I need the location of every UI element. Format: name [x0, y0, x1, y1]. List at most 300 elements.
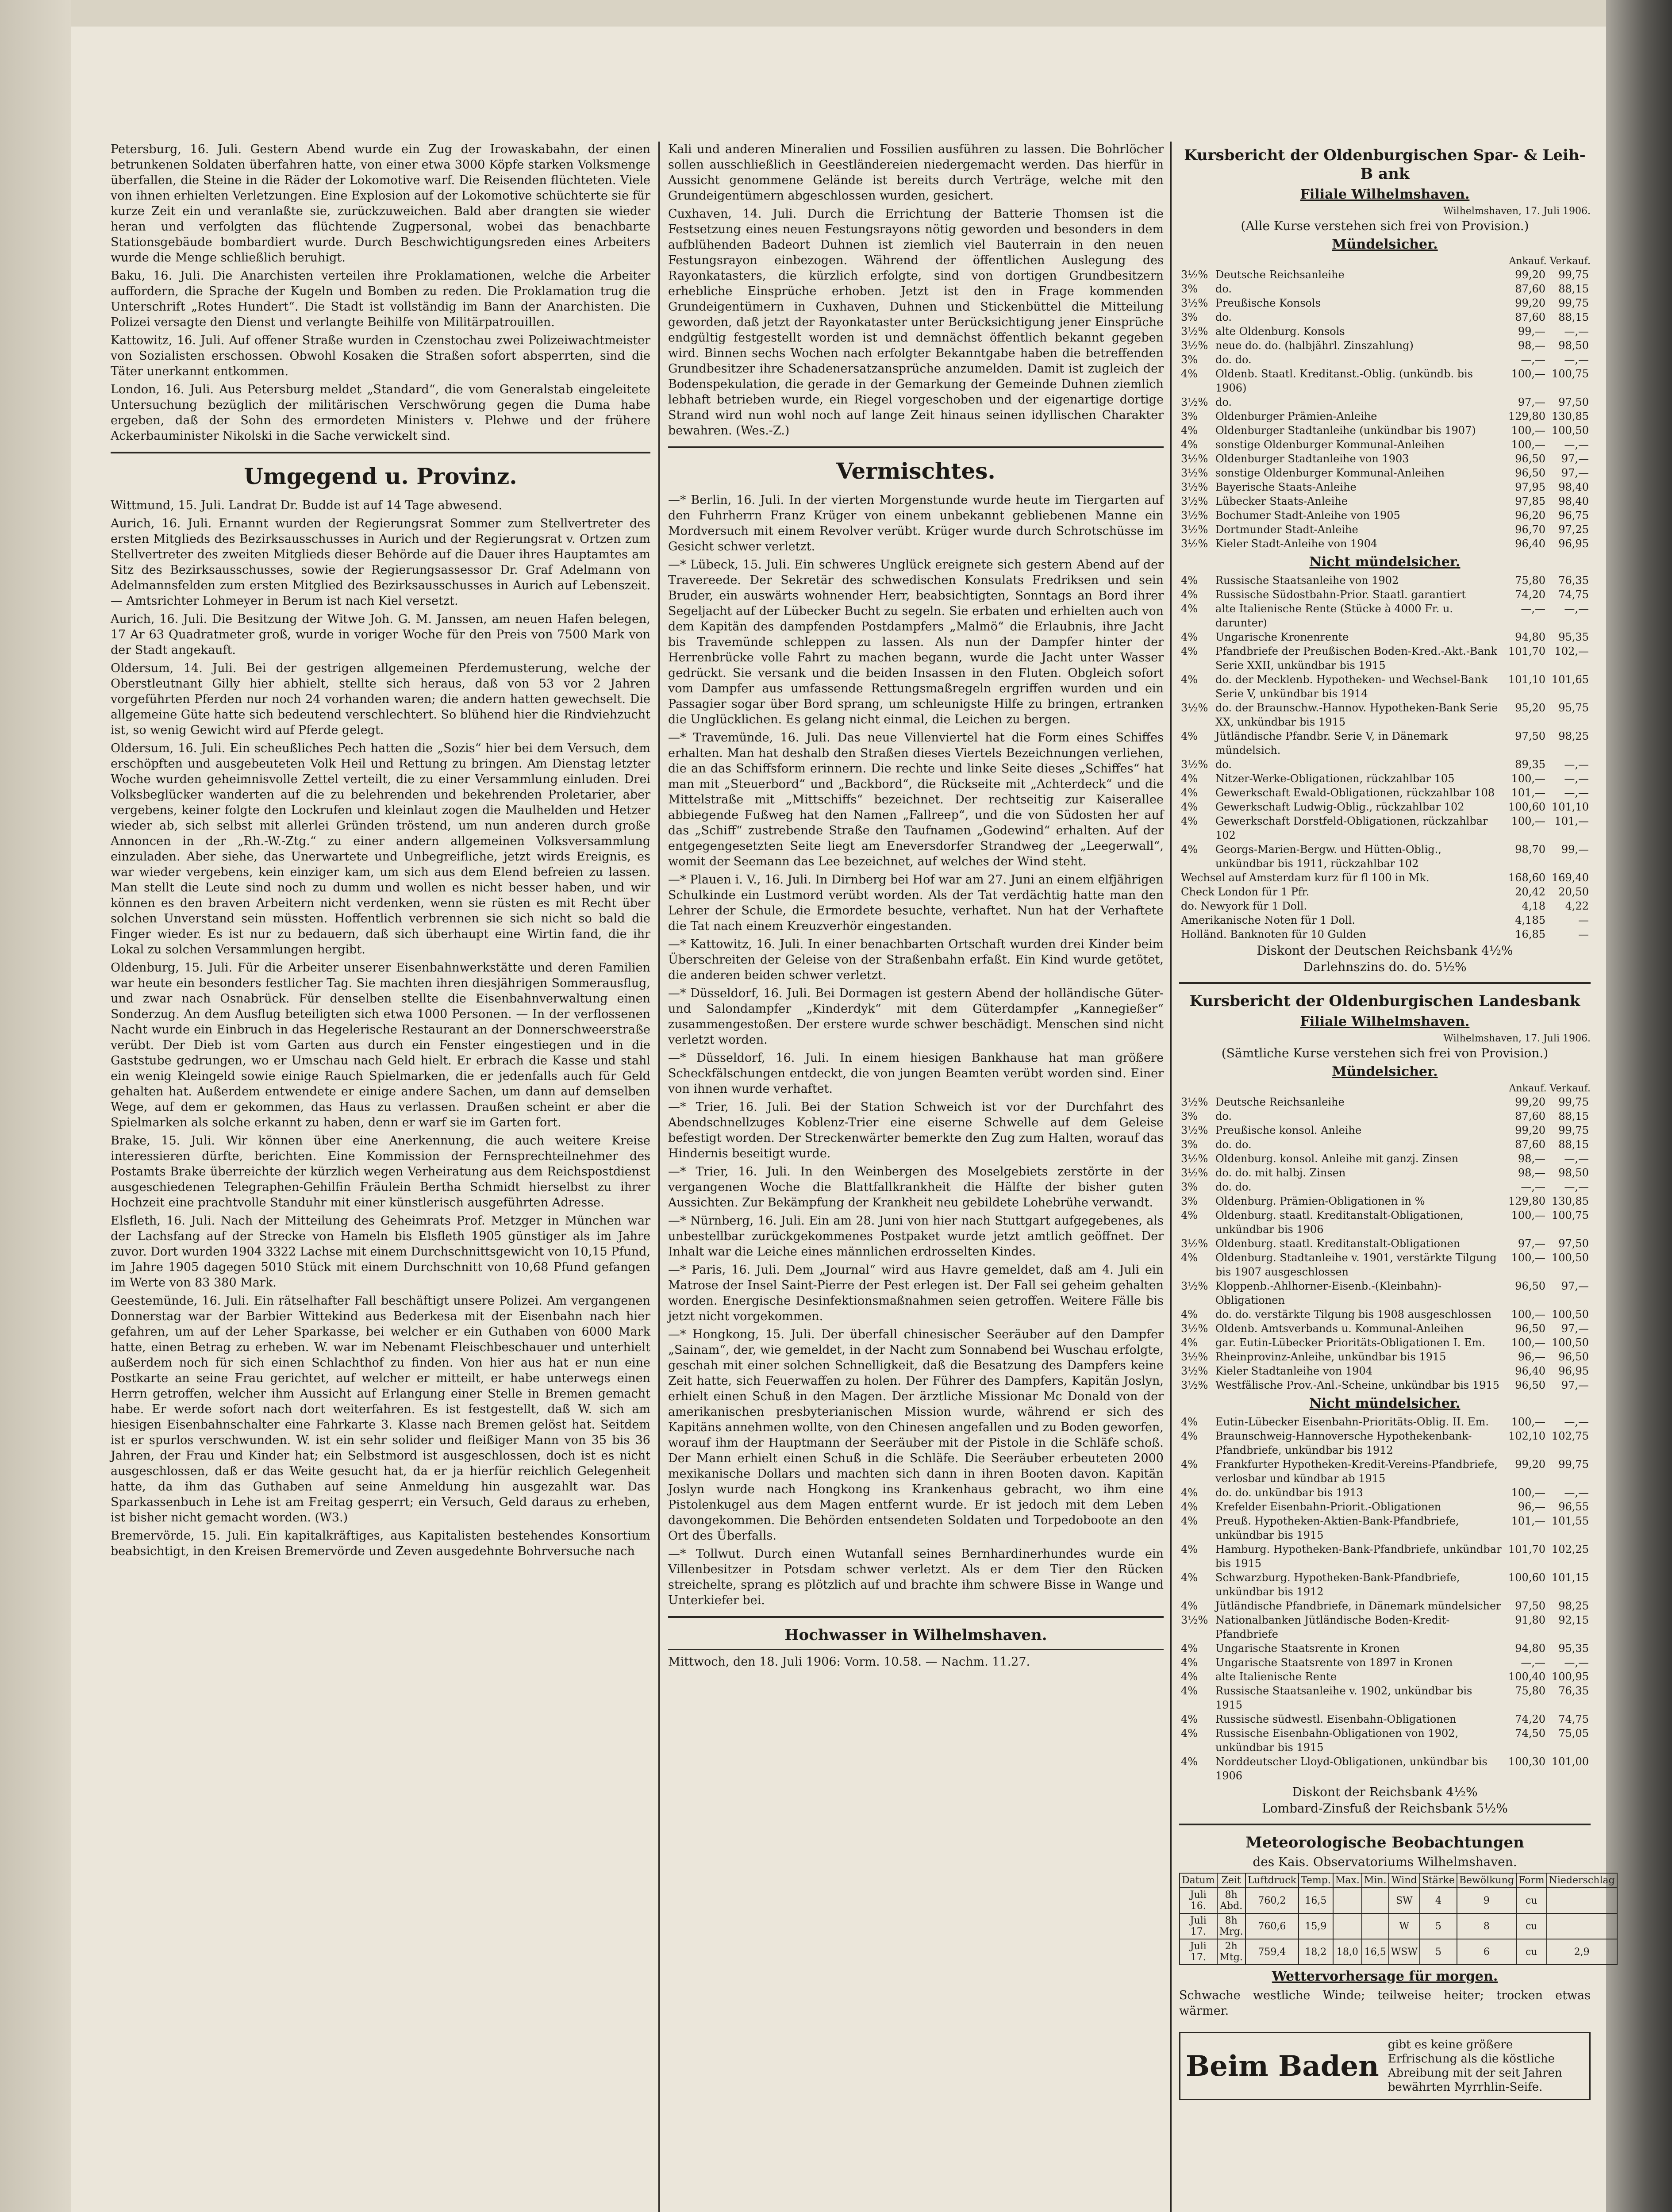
rate-name: alte Oldenburg. Konsols: [1215, 325, 1345, 338]
rate-name: Oldenburger Stadtanleihe von 1903: [1215, 453, 1409, 465]
meteo-header-cell: Niederschlag: [1547, 1873, 1617, 1888]
rate-buy: 101,—: [1511, 1515, 1545, 1527]
rate-row: [1179, 367, 1591, 395]
rate-buy: 97,95: [1515, 481, 1545, 493]
rate-row: [1179, 814, 1591, 842]
meteo-header-cell: Temp.: [1299, 1873, 1333, 1888]
rate-name: Oldenburg. staatl. Kreditanstalt-Obligationen, unkündbar bis 1906: [1215, 1209, 1464, 1236]
rate-sell: 100,75: [1552, 368, 1589, 380]
article-duesseldorf-2: —* Düsseldorf, 16. Juli. In einem hiesigen Bankhause hat man größere Scheckfälschungen entdeckt, die von jungen Beamten verübt worden sind. Einer von ihnen wurde verhaftet.: [668, 1051, 1164, 1096]
rate-buy: 98,—: [1518, 1167, 1545, 1179]
rate-buy: 100,—: [1511, 1209, 1545, 1221]
rate-sell: 75,05: [1558, 1727, 1589, 1740]
rate-buy: 101,70: [1508, 1543, 1545, 1555]
rate-sell: 130,85: [1552, 410, 1589, 422]
article-travemuende: —* Travemünde, 16. Juli. Das neue Villenviertel hat die Form eines Schiffes erhalten. Man hat deshalb den Straßen dieses Viertels Bezeichnungen verliehen, die an das Schiffsform erinnern. Die rechte und linke Seite dieses „Schiffes“ hat man mit „Steuerbord“ und „Backbord“, die Rückseite mit „Achterdeck“ und die Mittelstraße mit „Mittschiffs“ bezeichnet. Der rechtseitig zur Kaiserallee abbiegende Fußweg hat den Namen „Fallreep“, und die von Südosten her auf das „Schiff“ zustrebende Straße den Taufnamen „Godewind“ erhalten. Auf der entgegengesetzten Seite liegt am Eneversdorfer Strandweg der „Leegerwall“, womit der Seemann das Lee bezeichnet, auf welches der Wind steht.: [668, 731, 1164, 868]
rate-name: Braunschweig-Hannoversche Hypothekenbank-Pfandbriefe, unkündbar bis 1912: [1215, 1430, 1472, 1456]
rate-percent: 4%: [1181, 438, 1198, 451]
section-rule: [668, 1616, 1164, 1618]
meteo-cell: 760,2: [1245, 1888, 1299, 1913]
rate-percent: 3½%: [1181, 538, 1208, 550]
rate-name: do. der Braunschw.-Hannov. Hypotheken-Bank Serie XX, unkündbar bis 1915: [1215, 702, 1498, 728]
rate-percent: 4%: [1181, 1501, 1198, 1513]
meteo-cell: 2h Mtg.: [1217, 1939, 1245, 1965]
rate-name: do.: [1215, 1110, 1232, 1122]
rate-name: Gewerkschaft Dorstfeld-Obligationen, rückzahlbar 102: [1215, 815, 1488, 841]
rate-buy: 100,—: [1511, 772, 1545, 785]
meteo-cell: [1362, 1913, 1389, 1939]
meteo-cell: WSW: [1389, 1939, 1420, 1965]
kursbericht-1-branch: Filiale Wilhelmshaven.: [1300, 187, 1470, 202]
section-rule: [1179, 1824, 1591, 1825]
rate-row: [1179, 353, 1591, 367]
rate-sell: 95,35: [1558, 631, 1589, 643]
rate-row: [1179, 1350, 1591, 1364]
article-brake: Brake, 15. Juli. Wir können über eine Anerkennung, die auch weitere Kreise interessieren dürfte, berichten. Eine Kommission der Fernsprechteilnehmer des Postamts Brake überreichte der kürzlich wegen Verheiratung aus dem Reichspostdienst ausgeschiedenen Telegraphen-Gehilfin Fräulein Bertha Schmidt hierselbst zu ihrer Hochzeit eine prachtvolle Standuhr mit einer künstlerisch ausgeführten Adresse.: [111, 1134, 650, 1210]
hochwasser-times: Mittwoch, den 18. Juli 1906: Vorm. 10.58. — Nachm. 11.27.: [668, 1655, 1030, 1669]
article-duesseldorf-1: —* Düsseldorf, 16. Juli. Bei Dormagen ist gestern Abend der holländische Güter- und Salondampfer „Kinderdyk“ mit dem Güterdampfer „Kannegießer“ zusammengestoßen. Der erstere wurde schwer beschädigt. Menschen sind nicht verletzt worden.: [668, 987, 1164, 1047]
rate-percent: 4%: [1181, 673, 1198, 686]
rate-name: Lübecker Staats-Anleihe: [1215, 495, 1348, 507]
rate-percent: 3%: [1181, 311, 1198, 323]
rate-percent: 4%: [1181, 1685, 1198, 1697]
meteo-header-cell: Form: [1516, 1873, 1547, 1888]
rate-percent: 4%: [1181, 1571, 1198, 1584]
article-oldenburg: Oldenburg, 15. Juli. Für die Arbeiter unserer Eisenbahnwerkstätte und deren Familien war heute ein besonders festlicher Tag. Sie machten ihren diesjährigen Sommerausflug, und zwar nach Osnabrück. Für denselben stellte die Eisenbahnverwaltung einen Sonderzug. An dem Ausflug beteiligten sich etwa 1000 Personen. — In der verflossenen Nacht wurde ein Einbruch in das Hegelerische Restaurant an der Donnerschweerstraße verübt. Der Dieb ist vom Garten aus durch ein Fenster eingestiegen und in die Gaststube gedrungen, wo er Umschau nach Geld hielt. Er erbrach die Kasse und stahl ein wenig Kleingeld sowie einige Rauch Spielmarken, die er jedenfalls auch für Geld gehalten hat. Außerdem entwendete er einige andere Sachen, um dann auf demselben Wege, auf dem er gekommen, das Haus zu verlassen. Draußen scheint er aber die Spielmarken als solche erkannt zu haben, denn er warf sie im Garten fort.: [111, 961, 650, 1129]
rate-name: Jütländische Pfandbr. Serie V, in Dänemark mündelsich.: [1215, 730, 1448, 757]
rates-table-2: [1179, 1095, 1591, 1392]
rate-sell: 74,75: [1558, 1713, 1589, 1725]
rate-percent: 4%: [1181, 631, 1198, 643]
rate-sell: —,—: [1564, 1416, 1589, 1428]
rate-buy: 96,50: [1515, 1379, 1545, 1391]
rate-sell: —: [1578, 914, 1589, 926]
rate-percent: 3½%: [1181, 1237, 1208, 1250]
rate-sell: 99,75: [1558, 297, 1589, 309]
rate-row: [1179, 1712, 1591, 1726]
rate-row: [1179, 310, 1591, 324]
rate-buy: 101,—: [1511, 787, 1545, 799]
rate-sell: 98,50: [1558, 339, 1589, 352]
rate-sell: 97,25: [1558, 523, 1589, 536]
rate-row: [1179, 1137, 1591, 1152]
rate-percent: 3%: [1181, 1181, 1198, 1193]
rate-sell: 95,75: [1558, 702, 1589, 714]
meteo-cell: 4: [1420, 1888, 1457, 1913]
rate-buy: 100,—: [1511, 438, 1545, 451]
rate-name: Norddeutscher Lloyd-Obligationen, unkündbar bis 1906: [1215, 1755, 1488, 1782]
rate-row: [1179, 1500, 1591, 1514]
rate-percent: 3½%: [1181, 1379, 1208, 1391]
rate-row: [1179, 1307, 1591, 1321]
rate-row: [1179, 409, 1591, 423]
rate-buy: 91,80: [1515, 1614, 1545, 1626]
article-baku: Baku, 16. Juli. Die Anarchisten verteilen ihre Proklamationen, welche die Arbeiter auffordern, die Sprache der Kugeln und Bomben zu reden. Die Proklamation trug die Unterschrift „Rotes Hundert“. Die Stadt ist vollständig im Bann der Anarchisten. Die Polizei versagte den Dienst und verlangte Beihilfe von Militärpatrouillen.: [111, 269, 650, 329]
rate-name: Nationalbanken Jütländische Boden-Kredit-Pfandbriefe: [1215, 1614, 1450, 1640]
rate-row: [1179, 842, 1591, 871]
rate-sell: —,—: [1564, 438, 1589, 451]
rate-name: Deutsche Reichsanleihe: [1215, 1096, 1345, 1108]
rate-name: Russische Staatsanleihe v. 1902, unkündbar bis 1915: [1215, 1685, 1472, 1711]
rate-row: [1179, 1152, 1591, 1166]
meteo-cell: [1362, 1888, 1389, 1913]
rate-name: sonstige Oldenburger Kommunal-Anleihen: [1215, 438, 1445, 451]
rate-name: Oldenburg. staatl. Kreditanstalt-Obligationen: [1215, 1237, 1461, 1250]
rate-name: Westfälische Prov.-Anl.-Scheine, unkündbar bis 1915: [1215, 1379, 1499, 1391]
rate-row: [1179, 296, 1591, 310]
rate-buy: 74,20: [1515, 1713, 1545, 1725]
section-title-hochwasser: Hochwasser in Wilhelmshaven.: [784, 1626, 1047, 1644]
rate-percent: 3½%: [1181, 1096, 1208, 1108]
lombard-line: Lombard-Zinsfuß der Reichsbank 5½%: [1262, 1801, 1508, 1816]
rate-row: [1179, 899, 1591, 913]
rate-percent: 3½%: [1181, 509, 1208, 522]
meteo-cell: 16,5: [1362, 1939, 1389, 1965]
rate-sell: —: [1578, 928, 1589, 941]
rate-percent: 3%: [1181, 1195, 1198, 1207]
rate-sell: 102,25: [1552, 1543, 1589, 1555]
rates-table-1: [1179, 268, 1591, 551]
meteo-cell: 16,5: [1299, 1888, 1333, 1913]
rate-buy: —,—: [1521, 1656, 1545, 1669]
article-petersburg: Petersburg, 16. Juli. Gestern Abend wurde ein Zug der Irowaskabahn, der einen betrunkenen Soldaten überfahren hatte, von einer etwa 3000 Köpfe starken Volksmenge überfallen, die Steine in die Räder der Lokomotive warf. Die Reisenden flüchteten. Viele von ihnen erhielten Verletzungen. Eine Explosion auf der Lokomotive schüchterte sie für kurze Zeit ein und veranlaßte sie, zurückzuweichen. Bald aber drangten sie wieder heran und verfolgten das flüchtende Zugpersonal, wobei das benachbarte Stationsgebäude bombardiert wurde. Durch Beschwichtigungsreden eines Arbeiters wurde die Menge schließlich beruhigt.: [111, 142, 650, 265]
rate-buy: 100,—: [1511, 1336, 1545, 1349]
rate-row: [1179, 452, 1591, 466]
rate-sell: 101,10: [1552, 801, 1589, 813]
rate-row: [1179, 1180, 1591, 1194]
rate-row: [1179, 268, 1591, 282]
rate-sell: 98,50: [1558, 1167, 1589, 1179]
rate-buy: 98,—: [1518, 339, 1545, 352]
rate-row: [1179, 1457, 1591, 1486]
meteo-subtitle: des Kais. Observatoriums Wilhelmshaven.: [1253, 1855, 1517, 1869]
meteo-cell: 5: [1420, 1913, 1457, 1939]
rate-sell: 88,15: [1558, 311, 1589, 323]
rate-buy: 97,50: [1515, 1600, 1545, 1612]
rate-percent: 3%: [1181, 1138, 1198, 1151]
rate-row: [1179, 786, 1591, 800]
rate-sell: 102,—: [1554, 645, 1589, 657]
rate-name: Kieler Stadtanleihe von 1904: [1215, 1365, 1372, 1377]
rate-row: [1179, 885, 1591, 899]
rate-row: [1179, 573, 1591, 588]
rate-percent: 3½%: [1181, 453, 1208, 465]
rate-name: Wechsel auf Amsterdam kurz für fl 100 in Mk.: [1181, 872, 1430, 884]
meteo-cell: 5: [1420, 1939, 1457, 1965]
rate-name: Kieler Stadt-Anleihe von 1904: [1215, 538, 1378, 550]
rate-name: Deutsche Reichsanleihe: [1215, 269, 1345, 281]
meteo-header-cell: Luftdruck: [1245, 1873, 1299, 1888]
rate-row: [1179, 729, 1591, 757]
rate-name: Gewerkschaft Ewald-Obligationen, rückzahlbar 108: [1215, 787, 1495, 799]
rate-sell: 97,—: [1561, 467, 1589, 479]
rate-sell: —,—: [1564, 1181, 1589, 1193]
rate-percent: 3%: [1181, 1110, 1198, 1122]
meteo-cell: 18,2: [1299, 1939, 1333, 1965]
section-title-umgegend: Umgegend u. Provinz.: [244, 463, 517, 489]
rate-name: Georgs-Marien-Bergw. und Hütten-Oblig., unkündbar bis 1911, rückzahlbar 102: [1215, 843, 1441, 870]
meteo-cell: [1547, 1913, 1617, 1939]
section-rule: [668, 446, 1164, 448]
rate-buy: 99,20: [1515, 297, 1545, 309]
meteo-cell: 8h Mrg.: [1217, 1913, 1245, 1939]
rate-sell: 98,25: [1558, 1600, 1589, 1612]
rate-percent: 3½%: [1181, 523, 1208, 536]
rate-row: [1179, 324, 1591, 338]
rate-name: Russische südwestl. Eisenbahn-Obligationen: [1215, 1713, 1457, 1725]
rate-row: [1179, 1194, 1591, 1208]
rate-name: Oldenb. Staatl. Kreditanst.-Oblig. (unkündb. bis 1906): [1215, 368, 1473, 394]
rate-row: [1179, 871, 1591, 885]
rate-row: [1179, 1237, 1591, 1251]
meteo-header-cell: Max.: [1333, 1873, 1362, 1888]
rate-sell: 88,15: [1558, 1110, 1589, 1122]
rate-percent: 3½%: [1181, 1124, 1208, 1137]
rate-row: [1179, 438, 1591, 452]
column-divider-1: [658, 142, 660, 2212]
rate-sell: 98,40: [1558, 495, 1589, 507]
rate-sell: 99,—: [1561, 843, 1589, 856]
kursbericht-1-note: (Alle Kurse verstehen sich frei von Provision.): [1241, 219, 1529, 233]
rate-name: Ungarische Kronenrente: [1215, 631, 1349, 643]
rate-buy: 100,—: [1511, 1416, 1545, 1428]
article-tollwut: —* Tollwut. Durch einen Wutanfall seines Bernhardinerhundes wurde ein Villenbesitzer in Potsdam schwer verletzt. Als er dem Tier den Rücken streichelte, sprang es plötzlich auf und brachte ihm schwere Bisse in Wange und Unterkiefer bei.: [668, 1547, 1164, 1607]
rate-percent: 4%: [1181, 1515, 1198, 1527]
rate-row: [1179, 1655, 1591, 1670]
rate-name: Dortmunder Stadt-Anleihe: [1215, 523, 1358, 536]
rate-sell: 76,35: [1558, 574, 1589, 587]
rate-sell: 4,22: [1565, 900, 1589, 912]
rate-buy: 87,60: [1515, 1110, 1545, 1122]
rate-name: Oldenburger Stadtanleihe (unkündbar bis 1907): [1215, 424, 1476, 437]
meteo-header-cell: Zeit: [1217, 1873, 1245, 1888]
article-hongkong: —* Hongkong, 15. Juli. Der überfall chinesischer Seeräuber auf den Dampfer „Sainam“, der, wie gemeldet, in der Nacht zum Sonnabend bei Wuschau erfolgte, geschah mit einer solchen Schnelligkeit, daß die Besatzung des Dampfers keine Zeit hatte, sich Feuerwaffen zu holen. Der Führer des Dampfers, Kapitän Joslyn, erhielt einen Schuß in den Magen. Der ärztliche Missionar Mc Donald von der amerikanischen presbyterianischen Mission wurde, während er sich des Kapitäns annehmen wollte, von den Chinesen angefallen und zu Boden geworfen, worauf ihm der Hauptmann der Seeräuber mit der Pistole in die Schläfe schoß. Der Mann erhielt einen Schuß in die Schläfe. Die Seeräuber erbeuteten 2000 mexikanische Dollars und machten sich dann in ihren Booten davon. Kapitän Joslyn wurde nach Hongkong ins Krankenhaus gebracht, wo ihm eine Pistolenkugel aus dem Magen entfernt wurde. Er ist jedoch mit dem Leben davongekommen. Die Behörden entsendeten Soldaten und Torpedoboote an den Ort des Überfalls.: [668, 1328, 1164, 1543]
rate-row: [1179, 602, 1591, 630]
rate-sell: —,—: [1564, 758, 1589, 771]
section-rule: [1179, 982, 1591, 984]
section-title-vermischtes: Vermischtes.: [836, 458, 996, 484]
rate-buy: —,—: [1521, 353, 1545, 366]
article-luebeck: —* Lübeck, 15. Juli. Ein schweres Unglück ereignete sich gestern Abend auf der Travereede. Der Sekretär des schwedischen Konsulats Fredriksen und sein Bruder, ein auswärts wohnender Herr, beabsichtigten, Sonntags an Bord ihrer Segeljacht auf der Lübecker Bucht zu segeln. Sie erbaten und erhielten auch von dem Kapitän des dampfenden Postdampfers „Malmö“ die Erlaubnis, ihre Jacht bis Travemünde schleppen zu lassen. Als nun der Dampfer hinter der Herrenbrücke volle Fahrt zu machen begann, wurde die Jacht unter Wasser gedrückt. Sie versank und die beiden Insassen in den Fluten. Obgleich sofort vom Dampfer aus umfassende Rettungsmaßregeln ergriffen wurden und ein Passagier sogar über Bord sprang, um schleunigste Hilfe zu bringen, ertranken die Unglücklichen. Es gelang nicht einmal, die Leichen zu bergen.: [668, 558, 1164, 726]
rate-sell: 101,00: [1552, 1755, 1589, 1768]
rate-buy: 96,40: [1515, 1365, 1545, 1377]
rate-buy: 74,50: [1515, 1727, 1545, 1740]
article-cuxhaven: Cuxhaven, 14. Juli. Durch die Errichtung der Batterie Thomsen ist die Festsetzung eines neuen Festungsrayons nötig geworden und besonders in dem aufblühenden Badeort Duhnen ist ziemlich viel Bauterrain in den neuen Festungsrayon einbezogen. Während der öffentlichen Auslegung des Rayonkatasters, die kürzlich erfolgte, sind von dortigen Grundbesitzern erhebliche Einsprüche erhoben. Jetzt ist den in Frage kommenden Grundeigentümern in Cuxhaven, Duhnen und Stickenbüttel die Mitteilung geworden, daß jetzt der Rayonkataster unter Berücksichtigung jener Einsprüche endgültig festgestellt worden ist und demnächst öffentlich bekannt gegeben wird. Binnen sechs Wochen nach erfolgter Bekanntgabe haben die betreffenden Grundbesitzer ihre Schadenersatzansprüche anzumelden. Damit ist zugleich der Bodenspekulation, die gerade in der Gemarkung der Gemeinde Duhnen ziemlich lebhaft betrieben wurde, ein Riegel vorgeschoben und der eigenartige dortige Strand wird nun wohl noch auf lange Zeit hinaus seinen idyllischen Charakter bewahren. (Wes.-Z.): [668, 207, 1164, 438]
rate-row: [1179, 508, 1591, 522]
rate-sell: 88,15: [1558, 1138, 1589, 1151]
rate-row: [1179, 1542, 1591, 1571]
rate-buy: 100,—: [1511, 1486, 1545, 1499]
rate-sell: 95,35: [1558, 1642, 1589, 1655]
rate-buy: 97,85: [1515, 495, 1545, 507]
meteo-cell: [1333, 1913, 1362, 1939]
rate-buy: 97,—: [1518, 1237, 1545, 1250]
rate-row: [1179, 1279, 1591, 1307]
rate-buy: 96,50: [1515, 453, 1545, 465]
rate-percent: 4%: [1181, 801, 1198, 813]
rate-percent: 4%: [1181, 1713, 1198, 1725]
article-trier-2: —* Trier, 16. Juli. In den Weinbergen des Moselgebiets zerstörte in der vergangenen Woche die Blattfallkrankheit die Hälfte der bisher guten Aussichten. Zur Bekämpfung der Krankheit neu gebildete Lohebrühe verwandt.: [668, 1165, 1164, 1210]
soap-advertisement: [1179, 2032, 1591, 2100]
meteo-title: Meteorologische Beobachtungen: [1245, 1834, 1524, 1851]
rate-row: [1179, 1109, 1591, 1123]
rate-name: Oldenburg. Stadtanleihe v. 1901, verstärkte Tilgung bis 1907 ausgeschlossen: [1215, 1252, 1497, 1278]
rate-sell: —,—: [1564, 772, 1589, 785]
article-kattowitz: Kattowitz, 16. Juli. Auf offener Straße wurden in Czenstochau zwei Polizeiwachtmeister von Sozialisten erschossen. Obwohl Kosaken die Straßen sofort absperrten, sind die Täter unerkannt entkommen.: [111, 334, 650, 378]
rate-row: [1179, 913, 1591, 927]
rate-sell: 97,50: [1558, 1237, 1589, 1250]
rate-percent: 3½%: [1181, 1152, 1208, 1165]
rate-row: [1179, 466, 1591, 480]
meteo-cell: 8: [1457, 1913, 1516, 1939]
meteo-cell: 6: [1457, 1939, 1516, 1965]
rate-buy: 4,18: [1522, 900, 1545, 912]
rate-name: Frankfurter Hypotheken-Kredit-Vereins-Pfandbriefe, verlosbar und kündbar ab 1915: [1215, 1458, 1498, 1485]
rate-row: [1179, 588, 1591, 602]
rate-row: [1179, 1599, 1591, 1613]
rate-sell: 100,50: [1552, 424, 1589, 437]
rate-name: Gewerkschaft Ludwig-Oblig., rückzahlbar 102: [1215, 801, 1464, 813]
rate-sell: 96,95: [1558, 1365, 1589, 1377]
rate-sell: —,—: [1564, 353, 1589, 366]
rate-sell: 97,—: [1561, 1379, 1589, 1391]
rate-row: [1179, 927, 1591, 941]
rate-percent: 4%: [1181, 603, 1198, 615]
rate-row: [1179, 672, 1591, 701]
rate-sell: 100,50: [1552, 1308, 1589, 1321]
rate-sell: —,—: [1564, 1656, 1589, 1669]
rate-row: [1179, 1364, 1591, 1378]
rate-percent: 3½%: [1181, 758, 1208, 771]
rate-sell: 96,55: [1558, 1501, 1589, 1513]
rate-row: [1179, 1755, 1591, 1783]
rate-buy: 99,20: [1515, 269, 1545, 281]
diskont-line-2: Diskont der Reichsbank 4½%: [1292, 1785, 1478, 1799]
meteo-cell: 9: [1457, 1888, 1516, 1913]
rate-percent: 4%: [1181, 1336, 1198, 1349]
rate-sell: 99,75: [1558, 1124, 1589, 1137]
meteo-table: [1179, 1873, 1618, 1965]
rate-name: Ungarische Staatsrente in Kronen: [1215, 1642, 1400, 1655]
rate-buy: 95,20: [1515, 702, 1545, 714]
rate-percent: 4%: [1181, 1308, 1198, 1321]
rate-buy: 100,30: [1508, 1755, 1545, 1768]
rate-name: Kloppenb.-Ahlhorner-Eisenb.-(Kleinbahn)-Obligationen: [1215, 1280, 1442, 1306]
rate-name: Oldenburg. Prämien-Obligationen in %: [1215, 1195, 1425, 1207]
rate-buy: 96,50: [1515, 1280, 1545, 1292]
rate-buy: 87,60: [1515, 311, 1545, 323]
meteo-row: [1180, 1939, 1617, 1965]
rate-row: [1179, 1486, 1591, 1500]
rate-buy: 101,10: [1508, 673, 1545, 686]
rate-name: Bochumer Stadt-Anleihe von 1905: [1215, 509, 1400, 522]
rate-sell: 100,50: [1552, 1336, 1589, 1349]
nicht-muendelsicher-heading-2: Nicht mündelsicher.: [1309, 1396, 1461, 1411]
rate-row: [1179, 1514, 1591, 1542]
thin-rule: [668, 1649, 1164, 1650]
rate-sell: 97,—: [1561, 1280, 1589, 1292]
rate-name: do. do.: [1215, 1138, 1252, 1151]
rate-percent: 3½%: [1181, 1614, 1208, 1626]
meteo-cell: 15,9: [1299, 1913, 1333, 1939]
rate-percent: 3½%: [1181, 1167, 1208, 1179]
rate-buy: 96,50: [1515, 1322, 1545, 1335]
rate-percent: 4%: [1181, 1209, 1198, 1221]
rate-name: Hamburg. Hypotheken-Bank-Pfandbriefe, unkündbar bis 1915: [1215, 1543, 1502, 1570]
meteo-cell: 8h Abd.: [1217, 1888, 1245, 1913]
rate-buy: 101,70: [1508, 645, 1545, 657]
rate-sell: 76,35: [1558, 1685, 1589, 1697]
rate-name: Schwarzburg. Hypotheken-Bank-Pfandbriefe, unkündbar bis 1912: [1215, 1571, 1460, 1598]
article-kattowitz-2: —* Kattowitz, 16. Juli. In einer benachbarten Ortschaft wurden drei Kinder beim Überschreiten der Geleise von der Straßenbahn erfaßt. Ein Kind wurde getötet, die anderen beiden schwer verletzt.: [668, 937, 1164, 982]
rate-percent: 4%: [1181, 1458, 1198, 1471]
rate-percent: 3½%: [1181, 467, 1208, 479]
rate-buy: 96,40: [1515, 538, 1545, 550]
rate-percent: 3½%: [1181, 702, 1208, 714]
rate-percent: 3½%: [1181, 495, 1208, 507]
rate-row: [1179, 395, 1591, 409]
rate-percent: 4%: [1181, 1671, 1198, 1683]
meteo-cell: [1333, 1888, 1362, 1913]
rate-buy: 99,20: [1515, 1458, 1545, 1471]
rate-percent: 3½%: [1181, 481, 1208, 493]
nicht-muendelsicher-heading: Nicht mündelsicher.: [1309, 554, 1461, 570]
rate-row: [1179, 1208, 1591, 1237]
rate-percent: 4%: [1181, 368, 1198, 380]
rate-row: [1179, 1251, 1591, 1279]
darlehen-line: Darlehnszins do. do. 5½%: [1303, 960, 1467, 974]
meteo-header-cell: Bewölkung: [1457, 1873, 1516, 1888]
rate-row: [1179, 644, 1591, 672]
rate-row: [1179, 1166, 1591, 1180]
meteo-cell: cu: [1516, 1913, 1547, 1939]
meteo-cell: 2,9: [1547, 1939, 1617, 1965]
rate-buy: 20,42: [1515, 886, 1545, 898]
rate-sell: 169,40: [1552, 872, 1589, 884]
rate-sell: 101,15: [1552, 1571, 1589, 1584]
rate-buy: 100,60: [1508, 801, 1545, 813]
rate-name: do. der Mecklenb. Hypotheken- und Wechsel-Bank Serie V, unkündbar bis 1914: [1215, 673, 1488, 700]
kursbericht-2-branch: Filiale Wilhelmshaven.: [1300, 1014, 1470, 1029]
rate-sell: 20,50: [1558, 886, 1589, 898]
rate-percent: 3½%: [1181, 269, 1208, 281]
rate-sell: 102,75: [1552, 1430, 1589, 1442]
rate-name: Check London für 1 Pfr.: [1181, 886, 1310, 898]
rate-percent: 4%: [1181, 1486, 1198, 1499]
column-labels-2: Ankauf. Verkauf.: [1509, 1083, 1591, 1094]
rate-sell: —,—: [1564, 1486, 1589, 1499]
rate-buy: 4,185: [1515, 914, 1545, 926]
rate-name: Oldenburger Prämien-Anleihe: [1215, 410, 1377, 422]
rate-percent: 4%: [1181, 645, 1198, 657]
rates-table-2b: [1179, 1415, 1591, 1783]
rate-name: Oldenb. Amtsverbands u. Kommunal-Anleihen: [1215, 1322, 1464, 1335]
rate-buy: 99,20: [1515, 1096, 1545, 1108]
rate-row: [1179, 423, 1591, 438]
rate-percent: 4%: [1181, 588, 1198, 601]
rate-name: Holländ. Banknoten für 10 Gulden: [1181, 928, 1366, 941]
rate-name: Eutin-Lübecker Eisenbahn-Prioritäts-Oblig. II. Em.: [1215, 1416, 1489, 1428]
meteo-header-cell: Datum: [1180, 1873, 1217, 1888]
rate-buy: 99,—: [1518, 325, 1545, 338]
rate-row: [1179, 1613, 1591, 1641]
rate-sell: 96,95: [1558, 538, 1589, 550]
rate-sell: —,—: [1564, 787, 1589, 799]
rate-sell: 101,—: [1554, 815, 1589, 827]
muendelsicher-heading-2: Mündelsicher.: [1332, 1064, 1438, 1079]
rate-percent: 4%: [1181, 787, 1198, 799]
rate-percent: 4%: [1181, 1656, 1198, 1669]
